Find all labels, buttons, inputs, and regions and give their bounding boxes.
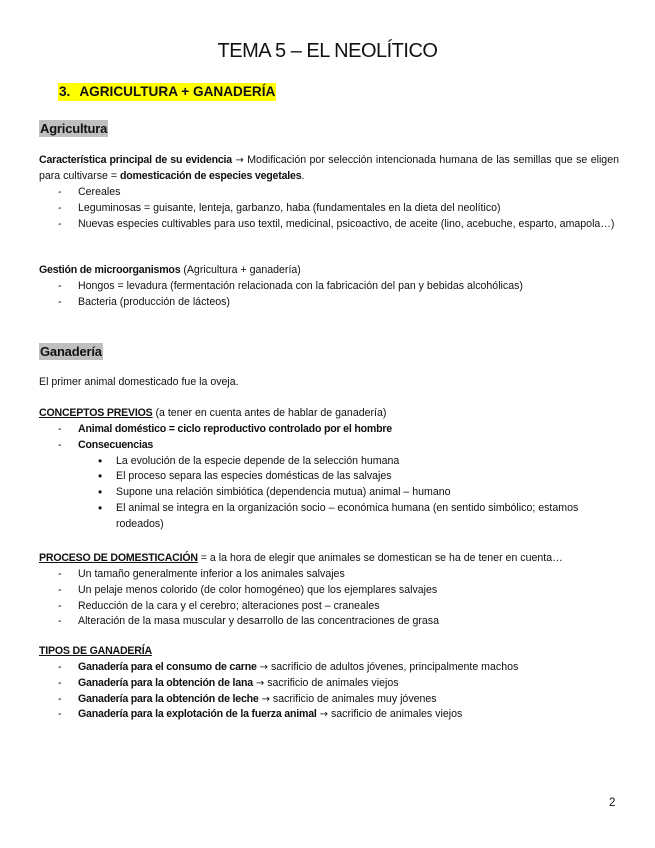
list-item: - Un pelaje menos colorido (de color homogéneo) que los ejemplares salvajes	[58, 583, 618, 599]
tipo-label: Ganadería para la obtención de lana	[78, 676, 253, 689]
evidence-bold-term: domesticación de especies vegetales	[119, 169, 302, 182]
list-item	[58, 676, 618, 692]
arrow-icon: →	[319, 709, 329, 721]
list-item: - Alteración de la masa muscular y desarrollo de las concentraciones de grasa	[58, 614, 618, 630]
arrow-icon: →	[261, 693, 270, 705]
page-number: 2	[609, 797, 616, 809]
heading-agricultura: Agricultura	[40, 121, 108, 136]
list-item: • El animal se integra en la organización socio – económica humana (en sentido simbólico; estamos rodeados)	[78, 501, 618, 533]
evidence-label: Característica principal de su evidencia	[39, 154, 232, 166]
list-item	[58, 707, 618, 723]
conceptos-list	[58, 422, 618, 533]
tipos-heading	[39, 644, 619, 660]
animal-domestico-definition: Animal doméstico = ciclo reproductivo controlado por el hombre	[78, 423, 392, 435]
agricultura-list	[58, 185, 618, 232]
evidence-text: Modificación por selección intencionada humana de las semillas que se eligen para cultivarse =	[39, 154, 619, 182]
tipos-list	[58, 660, 618, 723]
list-item	[58, 692, 618, 708]
tipo-label: Ganadería para la obtención de leche	[78, 692, 259, 705]
tipo-label: Ganadería para la explotación de la fuerza animal	[78, 708, 317, 721]
list-item: - Cereales	[58, 185, 618, 201]
list-item: • Supone una relación simbiótica (dependencia mutua) animal – humano	[78, 485, 618, 501]
consecuencias-list	[78, 454, 618, 533]
list-item: • La evolución de la especie depende de la selección humana	[78, 454, 618, 470]
tipo-label: Ganadería para el consumo de carne	[78, 661, 257, 673]
proceso-list	[58, 567, 618, 630]
arrow-icon: →	[255, 677, 265, 689]
conceptos-text: (a tener en cuenta antes de hablar de ganadería)	[152, 407, 387, 419]
list-item: - Hongos = levadura (fermentación relacionada con la fabricación del pan y bebidas alcohólicas)	[58, 279, 618, 295]
list-item	[58, 438, 618, 533]
microorganisms-list	[58, 279, 618, 311]
tipo-text: sacrificio de animales viejos	[264, 676, 399, 689]
tipo-text: sacrificio de adultos jóvenes, principalmente machos	[268, 661, 519, 673]
proceso-paragraph	[39, 551, 619, 567]
list-item: - Reducción de la cara y el cerebro; alteraciones post – craneales	[58, 599, 618, 615]
proceso-text: = a la hora de elegir que animales se domestican se ha de tener en cuenta…	[197, 552, 563, 564]
proceso-label: PROCESO DE DOMESTICACIÓN	[39, 552, 198, 564]
list-item: • El proceso separa las especies domésticas de las salvajes	[78, 469, 618, 485]
evidence-paragraph	[39, 153, 619, 185]
first-animal-paragraph: El primer animal domesticado fue la oveja.	[39, 376, 239, 388]
evidence-end: .	[301, 169, 305, 182]
arrow-icon: →	[235, 155, 244, 166]
tipo-text: sacrificio de animales muy jóvenes	[269, 692, 437, 705]
list-item: - Nuevas especies cultivables para uso textil, medicinal, psicoactivo, de aceite (lino, acebuche, esparto, amapola…)	[58, 217, 618, 233]
tipo-text: sacrificio de animales viejos	[328, 708, 463, 721]
list-item: - Bacteria (producción de lácteos)	[58, 295, 618, 311]
section-label: AGRICULTURA + GANADERÍA	[79, 84, 276, 99]
list-item: - Leguminosas = guisante, lenteja, garbanzo, haba (fundamentales en la dieta del neolítico)	[58, 201, 618, 217]
tipos-label: TIPOS DE GANADERÍA	[39, 645, 152, 657]
section-number: 3.	[59, 84, 71, 99]
heading-ganaderia: Ganadería	[40, 344, 102, 359]
list-item: - Un tamaño generalmente inferior a los animales salvajes	[58, 567, 618, 583]
list-item	[58, 660, 618, 676]
list-item	[58, 422, 618, 438]
microorganisms-text: (Agricultura + ganadería)	[180, 264, 301, 276]
conceptos-label: CONCEPTOS PREVIOS	[39, 407, 153, 419]
document-title: TEMA 5 – EL NEOLÍTICO	[217, 40, 438, 62]
section-heading-agricultura-ganaderia	[58, 83, 276, 101]
microorganisms-paragraph	[39, 263, 619, 279]
conceptos-paragraph	[39, 406, 619, 422]
consecuencias-label: Consecuencias	[78, 438, 154, 451]
arrow-icon: →	[259, 662, 269, 673]
microorganisms-label: Gestión de microorganismos	[39, 264, 181, 276]
